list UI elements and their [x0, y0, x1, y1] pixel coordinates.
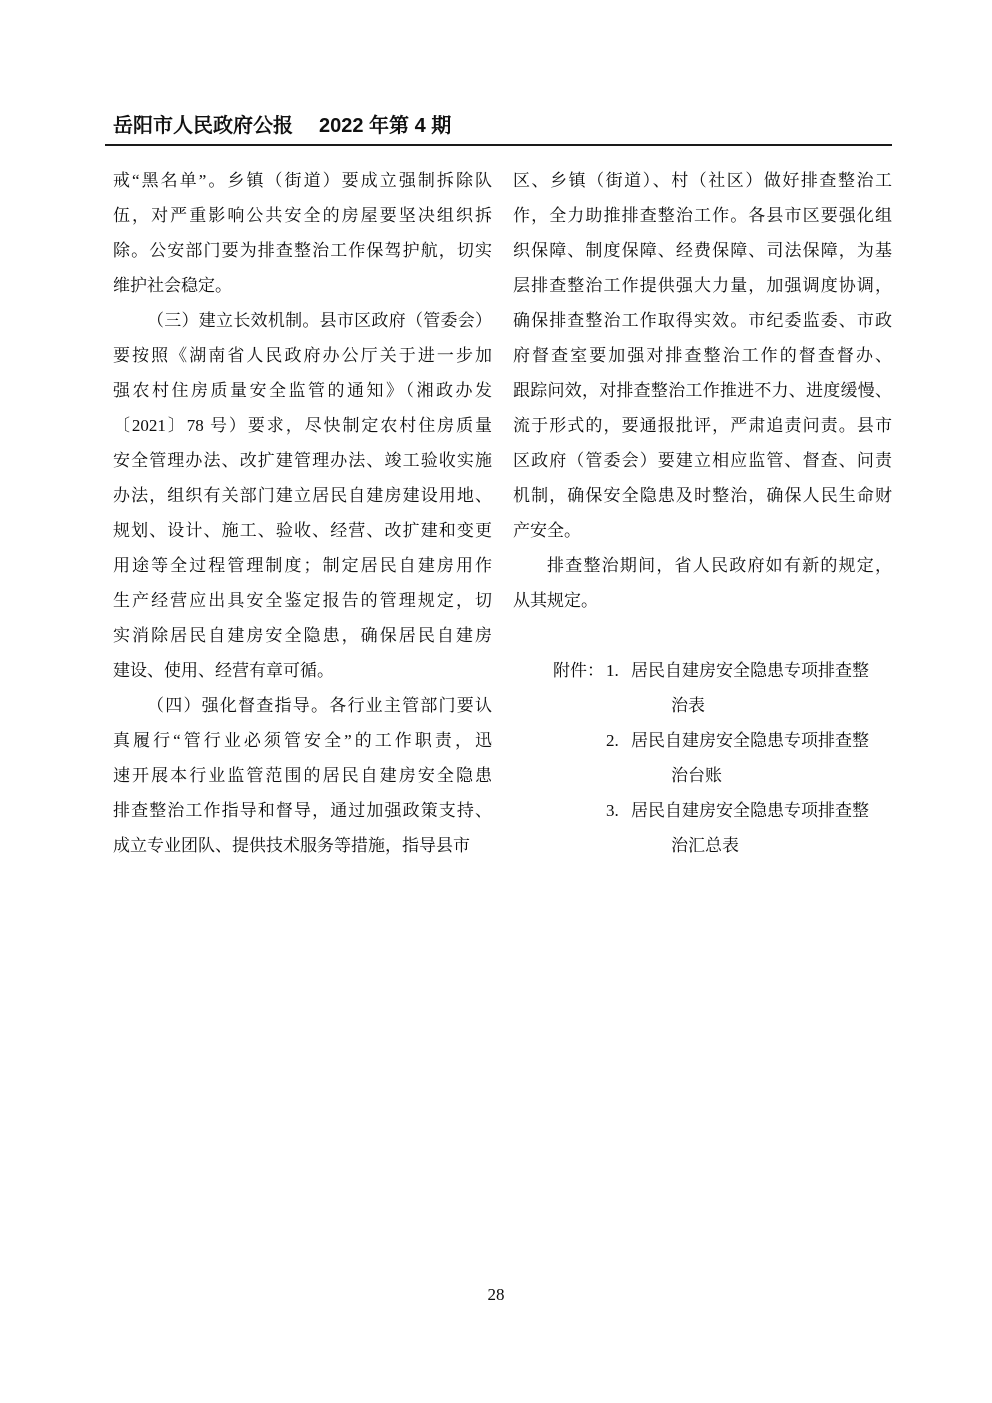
text-line: 区、乡镇（街道）、村（社区）做好排查整治工 — [513, 171, 892, 190]
gazette-title: 岳阳市人民政府公报 — [113, 115, 293, 137]
attachment-line — [513, 653, 892, 688]
text-line: 要按照《湖南省人民政府办公厅关于进一步加 — [113, 346, 492, 365]
right-column — [513, 163, 892, 863]
attachment-line — [513, 828, 892, 863]
attachment-label — [553, 723, 606, 758]
text-line: 确保排查整治工作取得实效。市纪委监委、市政 — [513, 311, 892, 330]
text-line: 跟踪问效，对排查整治工作推进不力、进度缓慢、 — [513, 381, 892, 400]
issue-label: 2022 年第 4 期 — [319, 115, 452, 137]
text-line: 织保障、制度保障、经费保障、司法保障，为基 — [513, 241, 892, 260]
attachment-item-text: 居民自建房安全隐患专项排查整 — [631, 731, 869, 750]
text-line: 作，全力助推排查整治工作。各县市区要强化组 — [513, 206, 892, 225]
text-line: 建设、使用、经营有章可循。 — [113, 661, 334, 680]
attachment-item-number: 3. — [606, 801, 619, 820]
text-line: 成立专业团队、提供技术服务等措施，指导县市 — [113, 836, 470, 855]
attachment-line — [513, 723, 892, 758]
text-line: 安全管理办法、改扩建管理办法、竣工验收实施 — [113, 451, 492, 470]
left-column — [113, 163, 492, 863]
attachment-item-text: 居民自建房安全隐患专项排查整 — [631, 661, 869, 680]
text-line: 除。公安部门要为排查整治工作保驾护航，切实 — [113, 241, 492, 260]
text-line: 伍，对严重影响公共安全的房屋要坚决组织拆 — [113, 206, 492, 225]
attachment-item-number: 1. — [606, 661, 619, 680]
attachment-item-number: 2. — [606, 731, 619, 750]
text-line: 戒“黑名单”。乡镇（街道）要成立强制拆除队 — [113, 171, 492, 190]
text-line: 区政府（管委会）要建立相应监管、督查、问责 — [513, 451, 892, 470]
text-line: 生产经营应出具安全鉴定报告的管理规定，切 — [113, 591, 492, 610]
attachment-label: 附件： — [553, 661, 604, 680]
text-line: 〔2021〕78 号）要求，尽快制定农村住房质量 — [113, 416, 492, 435]
text-line: （三）建立长效机制。县市区政府（管委会） — [147, 311, 492, 330]
text-line: 维护社会稳定。 — [113, 276, 232, 295]
attachment-line — [513, 688, 892, 723]
text-line: 用途等全过程管理制度；制定居民自建房用作 — [113, 556, 492, 575]
text-line: 府督查室要加强对排查整治工作的督查督办、 — [513, 346, 892, 365]
attachment-continuation-text: 治汇总表 — [671, 836, 739, 855]
attachment-line — [513, 793, 892, 828]
document-body — [113, 163, 892, 863]
attachment-item-text: 居民自建房安全隐患专项排查整 — [631, 801, 869, 820]
attachment-continuation-text: 治表 — [671, 696, 705, 715]
text-line: 真履行“管行业必须管安全”的工作职责，迅 — [113, 731, 492, 750]
attachment-line — [513, 758, 892, 793]
page-header — [113, 110, 451, 142]
text-line: 层排查整治工作提供强大力量，加强调度协调， — [513, 276, 892, 295]
blank-line — [513, 618, 892, 653]
attachment-continuation-text: 治台账 — [671, 766, 722, 785]
text-line: 排查整治期间，省人民政府如有新的规定， — [547, 556, 892, 575]
text-line: 速开展本行业监管范围的居民自建房安全隐患 — [113, 766, 492, 785]
text-line: （四）强化督查指导。各行业主管部门要认 — [147, 696, 492, 715]
attachment-label — [553, 793, 606, 828]
text-line: 规划、设计、施工、验收、经营、改扩建和变更 — [113, 521, 492, 540]
text-line: 产安全。 — [513, 521, 581, 540]
text-line: 机制，确保安全隐患及时整治，确保人民生命财 — [513, 486, 892, 505]
text-line: 强农村住房质量安全监管的通知》（湘政办发 — [113, 381, 492, 400]
header-rule — [105, 144, 892, 146]
text-line: 办法，组织有关部门建立居民自建房建设用地、 — [113, 486, 492, 505]
text-line: 从其规定。 — [513, 591, 598, 610]
text-line: 排查整治工作指导和督导，通过加强政策支持、 — [113, 801, 492, 820]
page-number: 28 — [487, 1285, 505, 1304]
text-line: 实消除居民自建房安全隐患，确保居民自建房 — [113, 626, 492, 645]
text-line: 流于形式的，要通报批评，严肃追责问责。县市 — [513, 416, 892, 435]
page-footer — [0, 1283, 992, 1307]
